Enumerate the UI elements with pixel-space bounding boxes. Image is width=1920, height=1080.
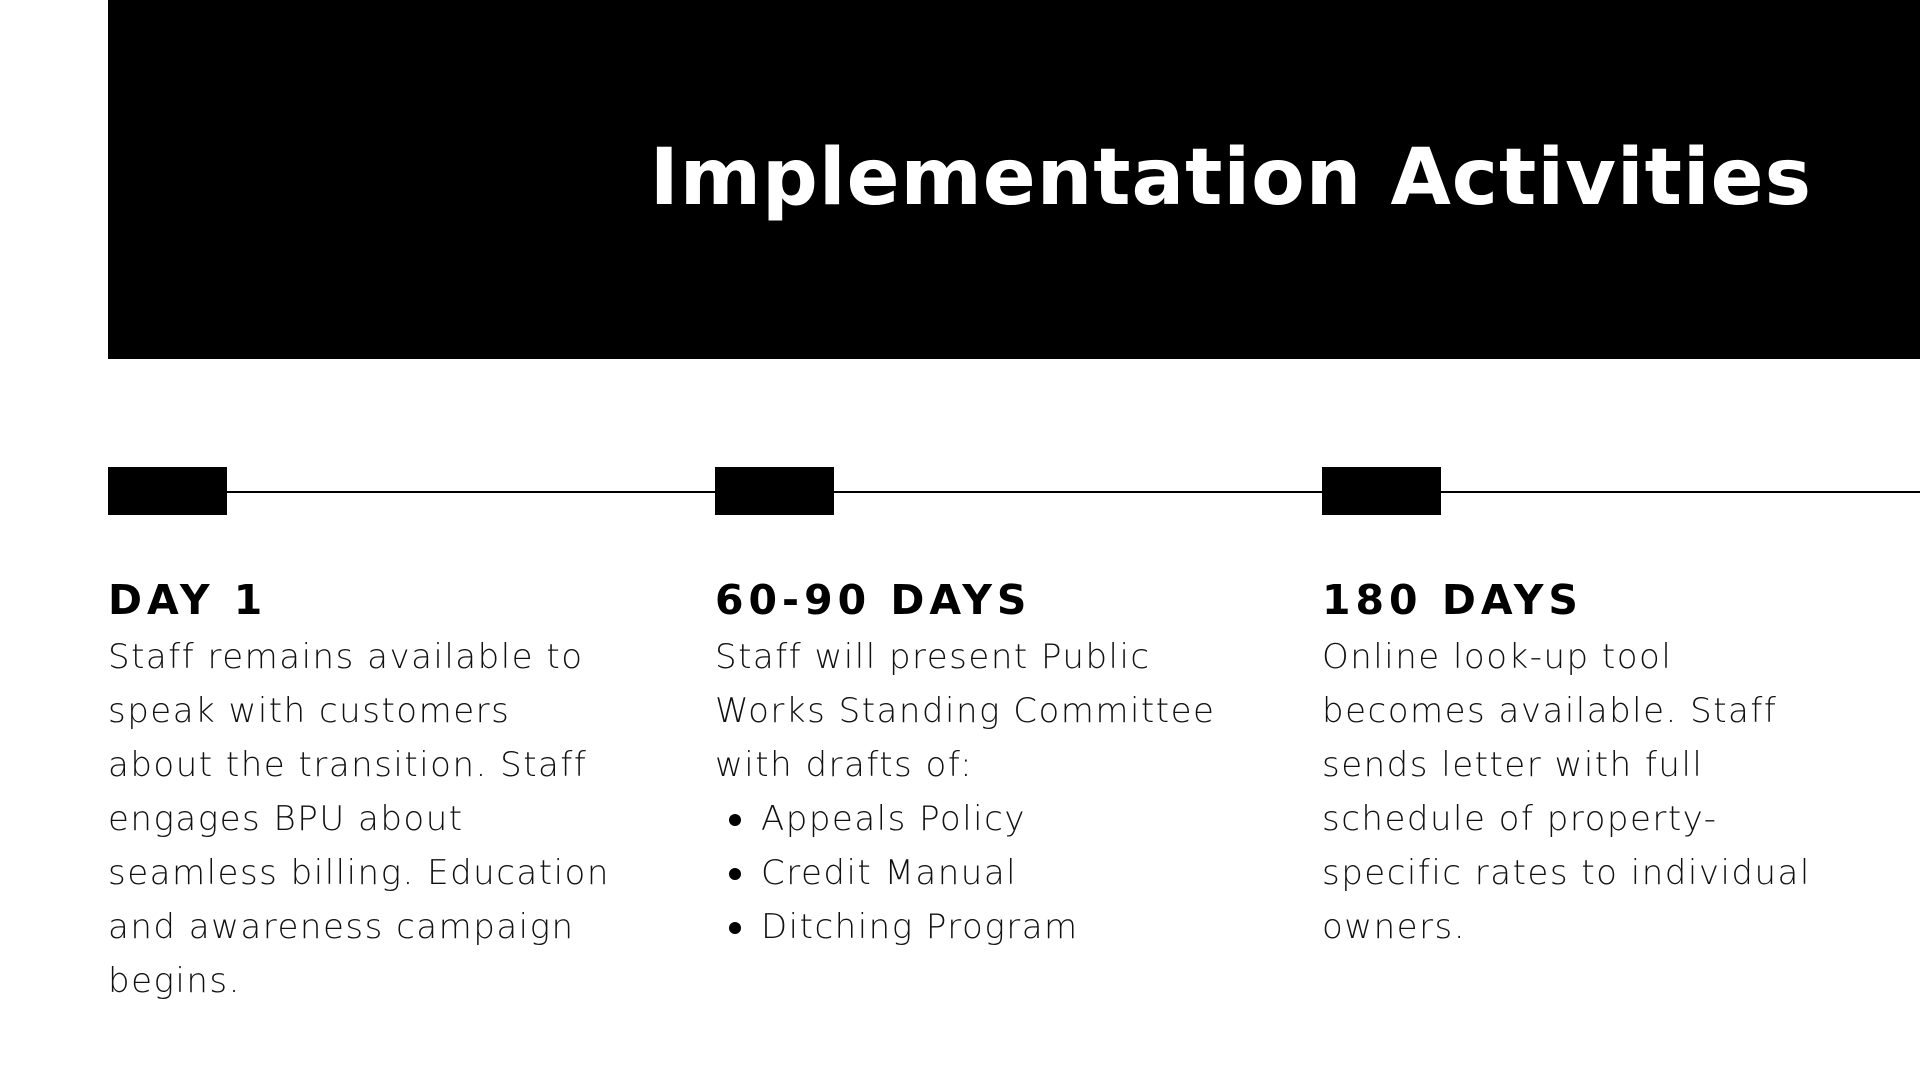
list-item (715, 846, 1235, 900)
phase-column-day-1 (108, 570, 628, 1008)
bullet-icon (729, 868, 741, 880)
phase-column-180-days (1322, 570, 1842, 954)
list-item (715, 900, 1235, 954)
title-banner (108, 0, 1920, 359)
timeline-line (108, 491, 1920, 493)
timeline-marker-day-1 (108, 467, 227, 515)
list-item (715, 792, 1235, 846)
phase-heading: 180 DAYS (1322, 576, 1583, 624)
list-item-label: Appeals Policy (761, 799, 1026, 839)
timeline-marker-60-90-days (715, 467, 834, 515)
bullet-icon (729, 922, 741, 934)
phase-description: Online look-up tool becomes available. Staff sends letter with full schedule of property-specific rates to individual owners. (1322, 637, 1811, 947)
list-item-label: Credit Manual (761, 853, 1018, 893)
phase-column-60-90-days (715, 570, 1235, 954)
draft-list (715, 792, 1235, 954)
phase-heading: 60-90 DAYS (715, 576, 1032, 624)
phase-description: Staff remains available to speak with customers about the transition. Staff engages BPU about seamless billing. Education and awareness campaign begins. (108, 637, 610, 1001)
bullet-icon (729, 814, 741, 826)
page-title: Implementation Activities (649, 133, 1812, 223)
list-item-label: Ditching Program (761, 907, 1079, 947)
timeline-marker-180-days (1322, 467, 1441, 515)
phase-description: Staff will present Public Works Standing Committee with drafts of: (715, 637, 1216, 785)
phase-heading: DAY 1 (108, 576, 268, 624)
